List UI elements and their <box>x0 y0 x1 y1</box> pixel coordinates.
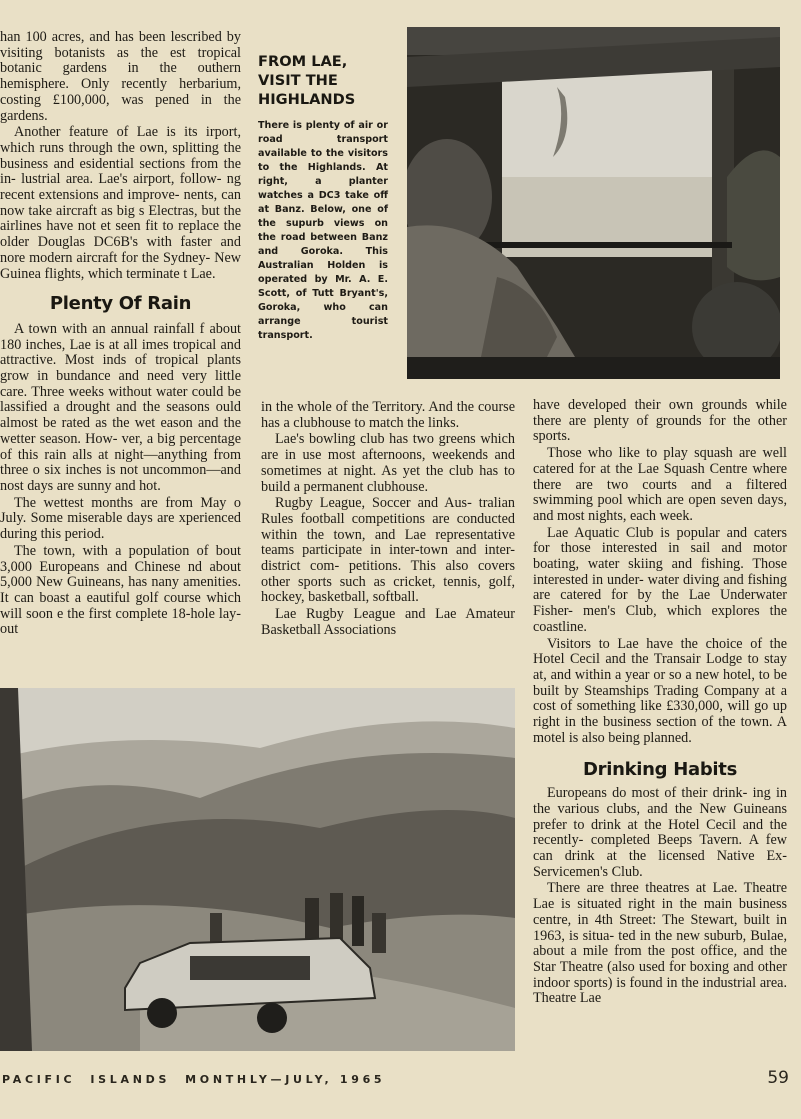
article-column-2 <box>261 400 515 639</box>
paragraph: Another feature of Lae is its irport, which runs through the own, splitting the business and esidential sections from the in- lustrial area. Lae's airport, follow- ng recent extensions and improve- nents, can now take aircraft as big s Electras, but the airlines have not et seen fit to replace the older Douglas DC6B's with faster and nore modern aircraft for the Sydney- New Guinea flights, which terminate t Lae. <box>0 124 241 282</box>
paragraph: Visitors to Lae have the choice of the Hotel Cecil and the Transair Lodge to stay at, and within a year or so a new hotel, to be built by Steamships Trading Company at a cost of something like £330,000, will go up right in the business section of the town. A motel is also being planned. <box>533 635 787 746</box>
paragraph: There are three theatres at Lae. Theatre Lae is situated right in the main business centre, in 4th Street: The Stewart, built in 1963, is situa- ted in the new suburb, Bulae, about a mile from the post office, and the Star Theatre (also used for boxing and other indoor sports) is found in the industrial area. Theatre Lae <box>533 880 787 1007</box>
paragraph: Europeans do most of their drink- ing in the various clubs, and the New Guineans prefer to drink at the Hotel Cecil and the recently- completed Beeps Tavern. A few can drink at the licensed Native Ex- Servicemen's Club. <box>533 785 787 880</box>
page-footer <box>0 1068 801 1095</box>
page-number: 59 <box>767 1068 789 1088</box>
caption-title: FROM LAE, VISIT THE HIGHLANDS <box>258 53 356 108</box>
paragraph: Lae's bowling club has two greens which are in use most afternoons, weekends and sometimes at night. As yet the club has to build a permanent clubhouse. <box>261 431 515 495</box>
paragraph: The wettest months are from May o July. Some miserable days are xperienced during this period. <box>0 494 241 543</box>
photo-caption-box <box>258 52 388 343</box>
paragraph: Lae Aquatic Club is popular and caters for those interested in sail and motor boating, water skiing and fishing. Those interested in under- water diving and fishing are catered for by the Lae Underwater Fisher- men's Club, which explores the coastline. <box>533 524 787 635</box>
article-column-3 <box>533 398 787 1007</box>
paragraph: The town, with a population of bout 3,000 Europeans and Chinese nd about 5,000 New Guineans, has nany amenities. It can boast a eautiful golf course which will soon e the first complete 18-hole lay-out <box>0 542 241 638</box>
paragraph: han 100 acres, and has been lescribed by visiting botanists as the est tropical botanic gardens in the outhern hemisphere. Only recently herbarium, costing £100,000, was pened in the gardens. <box>0 29 241 124</box>
footer-publication-line: PACIFIC ISLANDS MONTHLY—JULY, 1965 <box>2 1073 386 1086</box>
paragraph: have developed their own grounds while there are plenty of grounds for the other sports. <box>533 397 787 445</box>
section-heading-drinking-habits: Drinking Habits <box>583 759 737 781</box>
paragraph: Rugby League, Soccer and Aus- tralian Rules football competitions are conducted within the town, and Lae representative teams participate in inter-town and inter-district com- petitions. This also covers other sports such as cricket, tennis, golf, hockey, basketball, softball. <box>261 495 515 606</box>
paragraph: Lae Rugby League and Lae Amateur Basketball Associations <box>261 606 515 638</box>
section-heading-plenty-of-rain: Plenty Of Rain <box>49 293 192 315</box>
paragraph: A town with an annual rainfall f about 180 inches, Lae is at all imes tropical and attractive. Most inds of tropical plants grow in bundance and need very little care. Three weeks without water could be lassified a drought and the seasons ould almost be rated as the wet eason and the wetter season. How- ver, a big percentage of this rain alls at night—anything from three o six inches is not uncommon—and nost days are sunny and hot. <box>0 320 241 494</box>
caption-text: There is plenty of air or road transport available to the visitors to the Highlands. At right, a planter watches a DC3 take off at Banz. Below, one of the supurb views on the road between Banz and Goroka. This Australian Holden is operated by Mr. A. E. Scott, of Tutt Bryant's, Goroka, who can arrange tourist transport. <box>258 120 388 341</box>
paragraph: in the whole of the Territory. And the course has a clubhouse to match the links. <box>261 399 515 431</box>
article-column-1 <box>0 30 241 638</box>
photo-planter-veranda <box>407 27 780 379</box>
photo-holden-highland-road <box>0 688 515 1051</box>
paragraph: Those who like to play squash are well catered for at the Lae Squash Centre where there are two courts and a filtered swimming pool which are open seven days, and most nights, each week. <box>533 445 787 524</box>
